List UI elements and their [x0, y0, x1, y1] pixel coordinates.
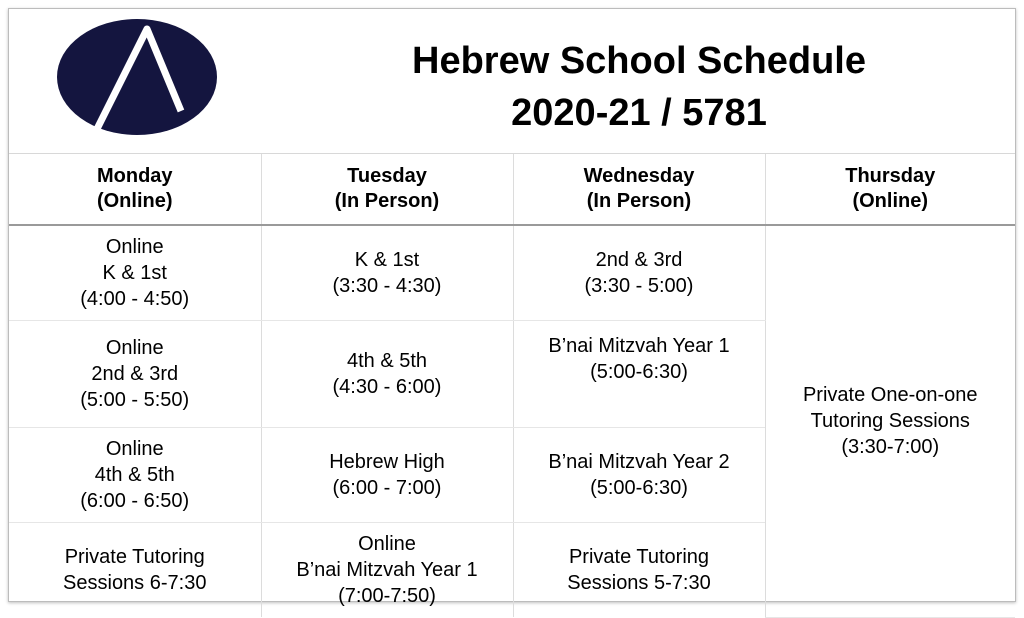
cell-line: Online	[358, 533, 416, 555]
cell-line: (3:30 - 4:30)	[332, 275, 442, 297]
cell-line: 4th & 5th	[94, 464, 175, 486]
wednesday-cell	[513, 428, 765, 523]
monday-cell	[9, 321, 261, 428]
cell-line: Private Tutoring	[64, 546, 205, 568]
column-day: Tuesday	[347, 165, 427, 187]
wednesday-cell	[513, 225, 765, 321]
monday-cell	[9, 225, 261, 321]
tuesday-cell	[261, 225, 513, 321]
table-row	[9, 225, 1015, 321]
cell-line: (4:00 - 4:50)	[80, 288, 190, 310]
column-day: Wednesday	[583, 165, 695, 187]
page-title	[269, 35, 1009, 139]
cell-line: Online	[105, 236, 164, 258]
tuesday-cell	[261, 428, 513, 523]
cell-line: Private One-on-one	[802, 384, 978, 407]
school-logo-icon	[57, 17, 217, 137]
cell-line: (5:00 - 5:50)	[80, 389, 190, 411]
wednesday-cell	[513, 321, 765, 428]
header	[9, 9, 1015, 153]
tuesday-cell	[261, 523, 513, 618]
tuesday-cell	[261, 321, 513, 428]
cell-line: Sessions 6-7:30	[63, 572, 207, 594]
cell-line: (5:00-6:30)	[590, 361, 688, 383]
column-day: Monday	[96, 165, 173, 187]
header-row	[9, 154, 1015, 226]
cell-line: 2nd & 3rd	[595, 249, 683, 271]
cell-line: B’nai Mitzvah Year 1	[296, 559, 478, 581]
title-line-1: Hebrew School Schedule	[412, 40, 866, 82]
column-mode: (In Person)	[586, 190, 692, 212]
cell-line: (4:30 - 6:00)	[332, 376, 442, 398]
cell-line: (3:30 - 5:00)	[584, 275, 694, 297]
schedule-frame	[8, 8, 1016, 607]
cell-line: (7:00-7:50)	[338, 585, 436, 607]
cell-line: (6:00 - 7:00)	[332, 477, 442, 499]
cell-line: (6:00 - 6:50)	[80, 490, 190, 512]
cell-line: Sessions 5-7:30	[567, 572, 711, 594]
column-mode: (In Person)	[334, 190, 440, 212]
schedule-table	[9, 153, 1015, 618]
monday-cell	[9, 523, 261, 618]
column-header-thursday	[765, 154, 1015, 226]
cell-line: B’nai Mitzvah Year 1	[548, 335, 730, 357]
cell-line: Private Tutoring	[568, 546, 710, 568]
cell-line: Online	[105, 337, 164, 359]
cell-line: Tutoring Sessions	[810, 410, 970, 433]
column-header-wednesday	[513, 154, 765, 226]
cell-line: B’nai Mitzvah Year 2	[548, 451, 730, 473]
thursday-cell	[765, 225, 1015, 617]
column-day: Thursday	[845, 165, 936, 187]
cell-line: K & 1st	[102, 262, 167, 284]
cell-line: K & 1st	[354, 249, 420, 271]
title-line-2: 2020-21 / 5781	[511, 92, 767, 134]
column-header-tuesday	[261, 154, 513, 226]
column-header-monday	[9, 154, 261, 226]
column-mode: (Online)	[852, 190, 929, 212]
monday-cell	[9, 428, 261, 523]
cell-line: 4th & 5th	[346, 350, 428, 372]
cell-line: 2nd & 3rd	[91, 363, 179, 385]
cell-line: Hebrew High	[329, 451, 445, 473]
column-mode: (Online)	[96, 190, 173, 212]
cell-line: (3:30-7:00)	[841, 436, 940, 459]
cell-line: (5:00-6:30)	[590, 477, 688, 499]
wednesday-cell	[513, 523, 765, 618]
cell-line: Online	[105, 438, 164, 460]
